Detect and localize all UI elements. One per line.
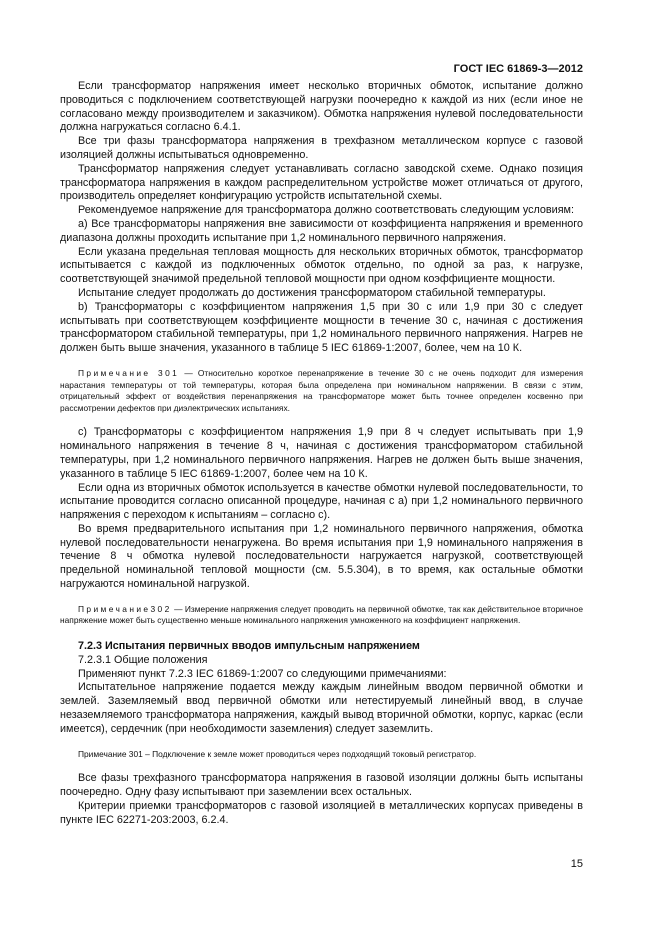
paragraph: Во время предварительного испытания при 1,2 номинального первичного напряжения, обмотка нулевой последовательности ненагружена. Во время испытания при 1,9 номинального напряжения в течение 8 ч обмотка нулевой последовательности нагружается нагрузкой, соответствующей предельной номинальной тепловой мощности (см. 5.5.304), в то время, как остальные обмотки нагружаются номинальной нагрузкой.: [60, 522, 583, 591]
paragraph: Испытание следует продолжать до достижения трансформатором стабильной температуры.: [78, 286, 546, 299]
paragraph: Трансформатор напряжения следует устанавливать согласно заводской схеме. Однако позиция трансформатора напряжения в каждом распределительном устройстве может отличаться от другого, производитель определяет конфигурацию устройств испытательной схемы.: [60, 162, 583, 203]
paragraph: Критерии приемки трансформаторов с газовой изоляцией в металлических корпусах приведены в пункте IEC 62271-203:2003, 6.2.4.: [60, 799, 583, 826]
note-302: [60, 604, 583, 627]
section-heading: 7.2.3 Испытания первичных вводов импульсным напряжением: [78, 640, 420, 653]
paragraph: b) Трансформаторы с коэффициентом напряжения 1,5 при 30 с или 1,9 при 30 с следует испытывать при соответствующем коэффициенте мощности в течение 30 с, начиная с достижения трансформатором стабильной температуры, при 1,2 номинального первичного напряжения. Нагрев не должен быть выше значения, указанного в таблице 5 IEC 61869-1:2007, более, чем на 10 К.: [60, 300, 583, 355]
paragraph: Если трансформатор напряжения имеет несколько вторичных обмоток, испытание должно проводиться с подключением соответствующей нагрузки поочередно к каждой из них (если иное не согласовано между производителем и заказчиком). Обмотка напряжения нулевой последовательности должна нагружаться согласно 6.4.1.: [60, 80, 583, 134]
standard-header: ГОСТ IEC 61869-3—2012: [453, 63, 583, 75]
paragraph: c) Трансформаторы с коэффициентом напряжения 1,9 при 8 ч следует испытывать при 1,9 номинального напряжения в течение 8 ч, начиная с достижения трансформатором стабильной температуры, при 1,2 номинального первичного напряжения. Нагрев не должен быть выше значения, указанного в таблице 5 IEC 61869-1:2007, более чем на 10 К.: [60, 426, 583, 480]
note-text: — Относительно короткое перенапряжение в течение 30 с не очень подходит для измерения нарастания температуры от той температуры, которая была определена при номинальном напряжении. В связи с этим, отрицательный эффект от воздействия перенапряжения на трансформаторе может быть точнее определен косвенно при рассмотрении дефектов при диэлектрических испытаниях.: [60, 367, 584, 413]
paragraph: a) Все трансформаторы напряжения вне зависимости от коэффициента напряжения и временного диапазона должны проходить испытание при 1,2 номинального первичного напряжения.: [60, 217, 583, 244]
paragraph: Если одна из вторичных обмоток используется в качестве обмотки нулевой последовательности, то испытание проводится согласно описанной процедуре, начиная с a) при 1,2 номинального первичного напряжения с переходом к испытаниям – согласно c).: [60, 481, 583, 522]
note-301: [60, 368, 583, 414]
paragraph: Все три фазы трансформатора напряжения в трехфазном металлическом корпусе с газовой изоляцией должны испытываться одновременно.: [60, 135, 583, 161]
subsection-heading: 7.2.3.1 Общие положения: [78, 653, 208, 666]
note-label: Примечание 301: [78, 748, 143, 759]
paragraph: Испытательное напряжение подается между каждым линейным вводом первичной обмотки и землей. Заземляемый ввод первичной обмотки или нетестируемый линейный ввод, в случае незаземляемого трансформатора напряжения, каждый вывод вторичной обмотки, корпус, каркас (если имеется), сердечник (при необходимости заземления) следует заземлить.: [60, 681, 583, 735]
note-label: Примечание302: [78, 603, 172, 614]
page-number: 15: [570, 858, 583, 870]
note-label: Примечание 301: [78, 367, 180, 378]
note-text: — Измерение напряжения следует проводить на первичной обмотке, так как действительное вторичное напряжение может быть существенно меньше номинального напряжения умноженного на коэффициент напряжения.: [60, 603, 583, 626]
paragraph: Все фазы трехфазного трансформатора напряжения в газовой изоляции должны быть испытаны поочередно. Одну фазу испытывают при заземлении всех остальных.: [60, 772, 583, 799]
paragraph: Если указана предельная тепловая мощность для нескольких вторичных обмоток, трансформатор испытывается с каждой из подключенных обмоток отдельно, по одной за раз, к нагрузке, соответствующей значимой предельной тепловой мощности при одном коэффициенте мощности.: [60, 245, 583, 286]
paragraph: Применяют пункт 7.2.3 IEC 61869-1:2007 со следующими примечаниями:: [78, 667, 447, 680]
note-301b: [60, 749, 583, 761]
paragraph: Рекомендуемое напряжение для трансформатора должно соответствовать следующим условиям:: [78, 204, 574, 217]
note-text: – Подключение к земле может проводиться через подходящий токовый регистратор.: [142, 748, 477, 759]
page-body: [60, 80, 583, 827]
